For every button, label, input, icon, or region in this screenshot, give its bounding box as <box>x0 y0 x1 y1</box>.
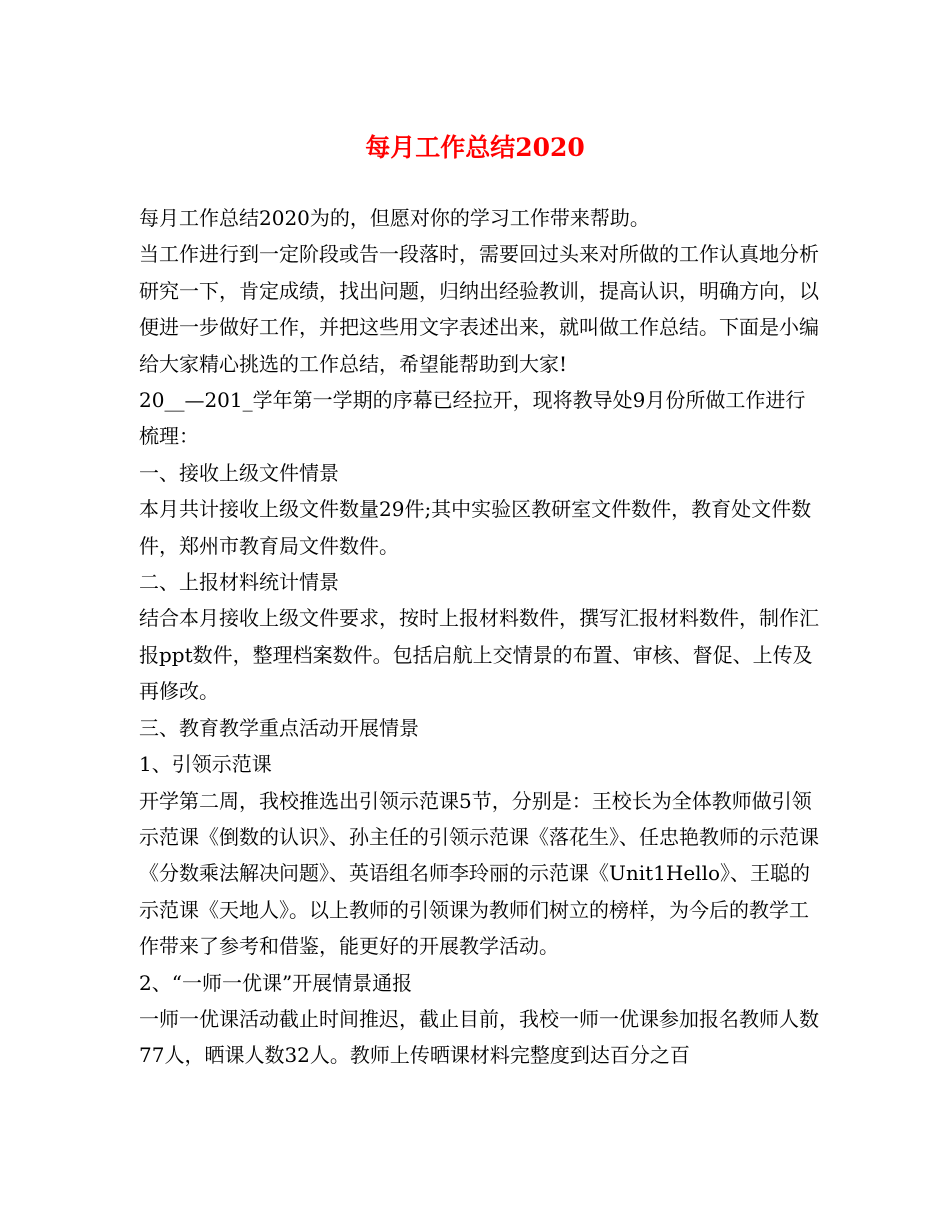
subsection-heading-demo-lessons: 1、引领示范课 <box>139 752 272 777</box>
section-heading-reports: 二、上报材料统计情景 <box>139 570 339 595</box>
document-title: 每月工作总结2020 <box>365 133 585 162</box>
paragraph-semester: 20__—201_学年第一学期的序幕已经拉开，现将教导处9月份所做工作进行梳理： <box>139 388 806 449</box>
section-heading-activities: 三、教育教学重点活动开展情景 <box>139 715 419 740</box>
paragraph-documents: 本月共计接收上级文件数量29件;其中实验区教研室文件数件，教育处文件数件，郑州市教育局文件数件。 <box>139 497 812 558</box>
subsection-heading-one-teacher: 2、“一师一优课”开展情景通报 <box>139 970 413 995</box>
paragraph-definition: 当工作进行到一定阶段或告一段落时，需要回过头来对所做的工作认真地分析研究一下，肯定成绩，找出问题，归纳出经验教训，提高认识，明确方向，以便进一步做好工作，并把这些用文字表述出来，就叫做工作总结。下面是小编给大家精心挑选的工作总结，希望能帮助到大家! <box>139 242 819 376</box>
paragraph-demo-lessons: 开学第二周，我校推选出引领示范课5节，分别是：王校长为全体教师做引领示范课《倒数的认识》、孙主任的引领示范课《落花生》、任忠艳教师的示范课《分数乘法解决问题》、英语组名师李玲丽的示范课《Unit1Hello》、王聪的示范课《天地人》。以上教师的引领课为教师们树立的榜样，为今后的教学工作带来了参考和借鉴，能更好的开展教学活动。 <box>139 788 819 959</box>
paragraph-reports: 结合本月接收上级文件要求，按时上报材料数件，撰写汇报材料数件，制作汇报ppt数件，整理档案数件。包括启航上交情景的布置、审核、督促、上传及再修改。 <box>139 606 819 704</box>
paragraph-intro: 每月工作总结2020为的，但愿对你的学习工作带来帮助。 <box>139 206 650 230</box>
section-heading-documents: 一、接收上级文件情景 <box>139 460 339 485</box>
paragraph-one-teacher: 一师一优课活动截止时间推迟，截止目前，我校一师一优课参加报名教师人数77人，晒课人数32人。教师上传晒课材料完整度到达百分之百 <box>139 1006 819 1068</box>
document-body <box>139 200 819 1074</box>
